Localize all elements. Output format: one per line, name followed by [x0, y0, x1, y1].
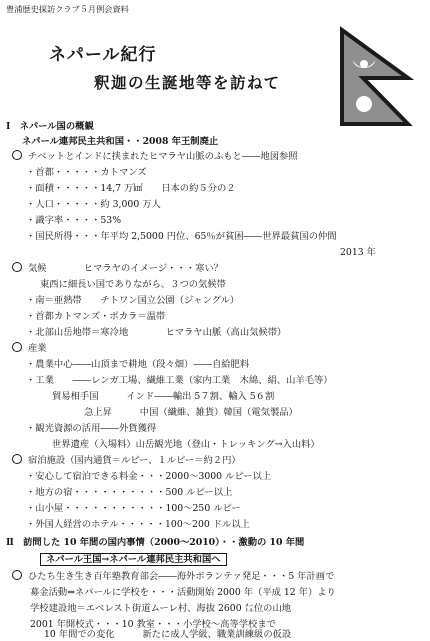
- list-item: ・首都カトマンズ・ポカラ＝温帯: [26, 311, 166, 322]
- list-item: 世界遺産（入場料）山岳観光地（登山・トレッキング→入山料）: [52, 439, 320, 450]
- volunteer-line: [12, 570, 334, 583]
- boxed-note: [40, 553, 227, 566]
- circle-bullet-icon: [12, 454, 22, 464]
- list-item: ・人口・・・・・約 3,000 万人: [26, 199, 161, 210]
- nepal-flag-icon: [338, 26, 414, 128]
- subtitle: 釈迦の生誕地等を訪ねて: [94, 74, 281, 92]
- circle-bullet-icon: [12, 150, 22, 160]
- list-item: ・山小屋・・・・・・・・・・・100～250 ルピー: [26, 503, 241, 514]
- circle-bullet-icon: [12, 570, 22, 580]
- list-item: 貿易相手国 インド――輸出 5７割、輸入 5６割: [52, 391, 275, 402]
- circle-bullet-icon: [12, 262, 22, 272]
- overview-text: チベットとインドに挟まれたヒマラヤ山脈のふもと――地図参照: [28, 151, 298, 162]
- list-item: 急上昇 中国（繊維、雑貨）韓国（電気製品）: [84, 407, 298, 418]
- list-item: ・安心して宿泊できる料金・・・2000～3000 ルピー以上: [26, 471, 272, 482]
- boxed-note-text: ネパール王国→ネパール連邦民主共和国へ: [40, 553, 227, 566]
- list-item: ・観光資源の活用――外貨獲得: [26, 423, 157, 434]
- section-2-heading: Ⅱ 訪問した 10 年間の国内事情（2000～2010）・・激動の 10 年間: [6, 537, 305, 548]
- list-item: ・地方の宿・・・・・・・・・・500 ルピー以上: [26, 487, 233, 498]
- volunteer-text: ひたち生き生き百年塾教育部会――海外ボランテァ発足・・・5 年計画で: [28, 571, 335, 582]
- list-item: 2001 年開校式・・・10 教室・・・小学校～高等学校まで: [30, 619, 276, 630]
- year-note: 2013 年: [340, 247, 376, 258]
- list-item: 10 年間での変化 新たに成人学級、職業訓練級の仮設: [44, 629, 292, 640]
- industry-heading: [12, 342, 47, 355]
- org-header: 豊浦歴史探訪クラブ５月例会資料: [6, 4, 129, 14]
- list-item: 学校建設地＝エベレスト街道ムーレ村、海抜 2600 ㍍位の山地: [30, 603, 292, 614]
- section-1-heading: Ⅰ ネパール国の概観: [6, 121, 94, 132]
- climate-text: 気候 ヒマラヤのイメージ・・・寒い？: [28, 263, 223, 274]
- climate-heading: [12, 262, 223, 275]
- main-title: ネパール紀行: [49, 45, 157, 65]
- list-item: ・面積・・・・・14,7 万㎢ 日本の約５分の２: [26, 183, 236, 194]
- list-item: ・外国人経営のホテル・・・・・100～200 ドル以上: [26, 519, 250, 530]
- list-item: ・工業 ――レンガ工場、繊維工業（家内工業 木綿、絹、山羊毛等）: [26, 375, 333, 386]
- overview-line: [12, 150, 298, 163]
- list-item: ・国民所得・・・年平均 2,5000 円位、65％が貧困――世界最貧国の仲間: [26, 231, 337, 242]
- circle-bullet-icon: [12, 342, 22, 352]
- list-item: ・首都・・・・・カトマンズ: [26, 167, 147, 178]
- list-item: ・農業中心――山頂まで耕地（段々畑）――自給肥料: [26, 359, 250, 370]
- list-item: ・識字率・・・・53%: [26, 215, 122, 226]
- section-1-subheading: ネパール連邦民主共和国・・2008 年王制廃止: [22, 136, 219, 147]
- list-item: ・南＝亜熱帯 チトワン国立公園（ジャングル）: [26, 295, 240, 306]
- lodging-text: 宿泊施設（国内通貨＝ルピー、１ルピー＝約２円）: [28, 455, 241, 466]
- list-item: ・北部山岳地帯＝寒冷地 ヒマラヤ山脈（高山気候帯）: [26, 327, 287, 338]
- list-item: 募金活動⇒ネパールに学校を・・・活動開始 2000 年（平成 12 年）より: [30, 587, 336, 598]
- industry-text: 産業: [28, 343, 47, 354]
- lodging-heading: [12, 454, 241, 467]
- list-item: 東西に細長い国でありながら、３つの気候帯: [40, 279, 226, 290]
